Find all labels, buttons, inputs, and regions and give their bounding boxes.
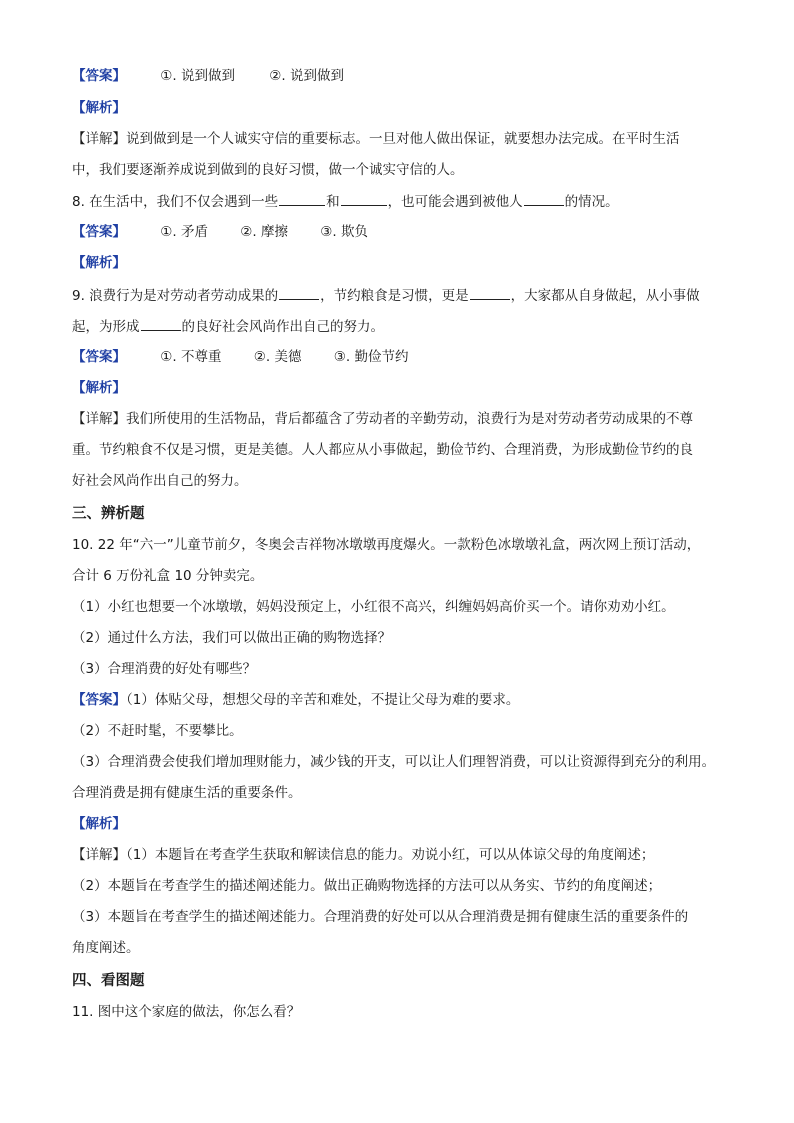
q9-answer-option-3: ③. 勤俭节约 [333, 349, 409, 365]
q8-stem [72, 191, 619, 212]
q8-answer-option-3: ③. 欺负 [320, 224, 368, 240]
q10-stem-line-1: 10. 22 年“六一”儿童节前夕，冬奥会吉祥物冰墩墩再度爆火。一款粉色冰墩墩礼盒，两次网上预订活动， [72, 537, 701, 553]
q7-analysis-line [72, 98, 126, 118]
section-3-title: 三、辨析题 [72, 506, 145, 522]
q7-detail-text-1: 说到做到是一个人诚实守信的重要标志。一旦对他人做出保证，就要想办法完成。在平时生活 [126, 131, 680, 147]
analysis-label: 【解析】 [72, 380, 126, 396]
q8-answer-line [72, 222, 368, 242]
q9-stem-part-5: 的良好社会风尚作出自己的努力。 [181, 319, 384, 335]
q9-detail-line-2 [72, 440, 693, 460]
q8-stem-part-2: 和 [326, 194, 340, 210]
q10-detail-line-4: 角度阐述。 [72, 940, 140, 956]
q9-detail-text-1: 我们所使用的生活物品，背后都蕴含了劳动者的辛勤劳动，浪费行为是对劳动者劳动成果的不尊 [126, 411, 693, 427]
q8-answer-option-1: ①. 矛盾 [160, 224, 208, 240]
q10-detail-text-1: （1）本题旨在考查学生获取和解读信息的能力。劝说小红，可以从体谅父母的角度阐述； [126, 847, 655, 863]
analysis-label: 【解析】 [72, 100, 126, 116]
q10-answer-line-1 [72, 690, 519, 710]
q7-answer-option-2: ②. 说到做到 [269, 68, 344, 84]
q10-analysis-line [72, 814, 126, 834]
fill-blank [470, 285, 510, 300]
q10-sub-question-2: （2）通过什么方法，我们可以做出正确的购物选择？ [72, 630, 392, 646]
analysis-label: 【解析】 [72, 255, 126, 271]
answer-label: 【答案】 [72, 224, 126, 240]
detail-label: 【详解】 [72, 411, 126, 427]
q11-stem: 11. 图中这个家庭的做法，你怎么看？ [72, 1004, 301, 1020]
q9-analysis-line [72, 378, 126, 398]
section-4-title: 四、看图题 [72, 973, 145, 989]
q9-detail-line-3 [72, 471, 248, 491]
answer-label: 【答案】 [72, 692, 126, 708]
q10-answer-line-2: （2）不赶时髦，不要攀比。 [72, 723, 243, 739]
q8-stem-part-4: 的情况。 [564, 194, 619, 210]
detail-label: 【详解】 [72, 847, 126, 863]
q8-stem-part-3: ，也可能会遇到被他人 [387, 194, 523, 210]
q9-detail-line-1 [72, 409, 693, 429]
fill-blank [279, 285, 319, 300]
q9-stem-line-2 [72, 316, 384, 337]
q10-detail-line-2: （2）本题旨在考查学生的描述阐述能力。做出正确购物选择的方法可以从务实、节约的角度阐述； [72, 878, 662, 894]
q10-sub-question-3: （3）合理消费的好处有哪些？ [72, 661, 257, 677]
q10-answer-line-3: （3）合理消费会使我们增加理财能力，减少钱的开支，可以让人们理智消费，可以让资源得到充分的利用。 [72, 754, 716, 770]
q9-answer-line [72, 347, 408, 367]
q8-analysis-line [72, 253, 126, 273]
q9-detail-text-3: 好社会风尚作出自己的努力。 [72, 473, 248, 489]
q9-stem-line-1 [72, 285, 700, 306]
q10-answer-line-4: 合理消费是拥有健康生活的重要条件。 [72, 785, 302, 801]
fill-blank [524, 191, 564, 206]
q9-detail-text-2: 重。节约粮食不仅是习惯，更是美德。人人都应从小事做起，勤俭节约、合理消费，为形成勤俭节约的良 [72, 442, 693, 458]
q10-detail-line-3: （3）本题旨在考查学生的描述阐述能力。合理消费的好处可以从合理消费是拥有健康生活的重要条件的 [72, 909, 689, 925]
q9-answer-option-1: ①. 不尊重 [160, 349, 222, 365]
detail-label: 【详解】 [72, 131, 126, 147]
q9-stem-part-2: ，节约粮食是习惯，更是 [320, 288, 469, 304]
q10-detail-line-1 [72, 845, 654, 865]
q7-detail-line-2 [72, 160, 464, 180]
fill-blank [341, 191, 387, 206]
q9-stem-part-1: 9. 浪费行为是对劳动者劳动成果的 [72, 288, 279, 304]
q7-detail-text-2: 中，我们要逐渐养成说到做到的良好习惯，做一个诚实守信的人。 [72, 162, 464, 178]
q8-answer-option-2: ②. 摩擦 [240, 224, 288, 240]
q10-answer-text-1: （1）体贴父母，想想父母的辛苦和难处，不提让父母为难的要求。 [126, 692, 520, 708]
answer-label: 【答案】 [72, 349, 126, 365]
q8-stem-part-1: 8. 在生活中，我们不仅会遇到一些 [72, 194, 279, 210]
fill-blank [141, 316, 181, 331]
q7-answer-option-1: ①. 说到做到 [160, 68, 235, 84]
q10-sub-question-1: （1）小红也想要一个冰墩墩，妈妈没预定上，小红很不高兴，纠缠妈妈高价买一个。请你劝劝小红。 [72, 599, 675, 615]
fill-blank [279, 191, 325, 206]
analysis-label: 【解析】 [72, 816, 126, 832]
q9-stem-part-3: ，大家都从自身做起，从小事做 [510, 288, 700, 304]
q7-detail-line-1 [72, 129, 680, 149]
q10-stem-line-2: 合计 6 万份礼盒 10 分钟卖完。 [72, 568, 264, 584]
q9-answer-option-2: ②. 美德 [253, 349, 302, 365]
answer-label: 【答案】 [72, 68, 126, 84]
q7-answer-line [72, 66, 344, 86]
q9-stem-part-4: 起，为形成 [72, 319, 140, 335]
